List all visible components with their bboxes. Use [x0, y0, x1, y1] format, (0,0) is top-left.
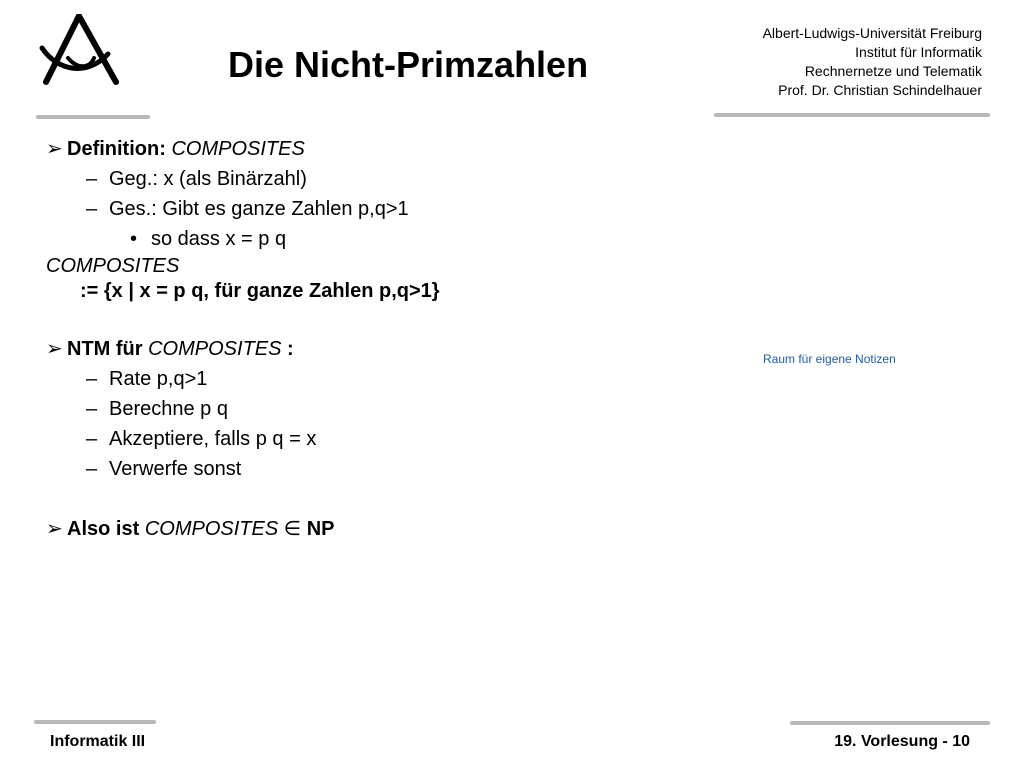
- institute-name: Institut für Informatik: [855, 44, 982, 60]
- arrowhead-bullet-icon: ➢: [46, 338, 63, 360]
- slide-title: Die Nicht-Primzahlen: [228, 44, 589, 85]
- dash-bullet-icon: –: [86, 198, 98, 220]
- given-item: [46, 164, 706, 194]
- conclusion-label: Also ist: [67, 518, 140, 540]
- footer-rule-left: [34, 720, 156, 724]
- ntm-step-text: Verwerfe sonst: [109, 458, 242, 480]
- arrowhead-bullet-icon: ➢: [46, 518, 63, 540]
- ntm-step: [46, 394, 706, 424]
- spacer: [46, 484, 706, 514]
- dash-bullet-icon: –: [86, 368, 98, 390]
- condition-text: so dass x = p q: [151, 228, 287, 250]
- ntm-step-text: Rate p,q>1: [109, 368, 208, 390]
- condition-item: [46, 224, 706, 254]
- element-of-symbol: ∈: [283, 518, 302, 540]
- ntm-step: [46, 364, 706, 394]
- formal-definition-set: := {x | x = p q, für ganze Zahlen p,q>1}: [80, 280, 440, 302]
- dot-bullet-icon: •: [130, 228, 138, 250]
- dash-bullet-icon: –: [86, 398, 98, 420]
- sought-text: Ges.: Gibt es ganze Zahlen p,q>1: [109, 198, 409, 220]
- dash-bullet-icon: –: [86, 168, 98, 190]
- footer-course: Informatik III: [50, 733, 146, 750]
- spacer: [46, 304, 706, 334]
- ntm-step: [46, 424, 706, 454]
- ntm-step-text: Berechne p q: [109, 398, 228, 420]
- university-logo: [36, 14, 124, 92]
- university-name: Albert-Ludwigs-Universität Freiburg: [762, 25, 982, 41]
- slide-content: [46, 134, 706, 544]
- ntm-label: NTM für: [67, 338, 143, 360]
- header-rule-right: [714, 113, 990, 117]
- footer-lecture-page: 19. Vorlesung - 10: [834, 733, 970, 750]
- ntm-step-text: Akzeptiere, falls p q = x: [109, 428, 317, 450]
- conclusion-name: COMPOSITES: [144, 518, 279, 540]
- given-text: Geg.: x (als Binärzahl): [109, 168, 307, 190]
- definition-name: COMPOSITES: [171, 138, 305, 160]
- department-name: Rechnernetze und Telematik: [804, 63, 982, 79]
- definition-item: [46, 134, 706, 164]
- header-rule-left: [36, 115, 150, 119]
- dash-bullet-icon: –: [86, 428, 98, 450]
- institution-block: [763, 24, 982, 100]
- notes-placeholder: Raum für eigene Notizen: [763, 352, 896, 366]
- definition-label: Definition:: [67, 138, 166, 160]
- formal-definition-name: [46, 254, 706, 278]
- sought-item: [46, 194, 706, 224]
- footer-rule-right: [790, 721, 990, 725]
- ntm-item: [46, 334, 706, 364]
- ntm-step: [46, 454, 706, 484]
- professor-name: Prof. Dr. Christian Schindelhauer: [778, 82, 982, 98]
- conclusion-item: [46, 514, 706, 544]
- formal-name: COMPOSITES: [46, 255, 180, 277]
- arrowhead-bullet-icon: ➢: [46, 138, 63, 160]
- complexity-class: NP: [306, 518, 335, 540]
- ntm-name: COMPOSITES: [148, 338, 282, 360]
- dash-bullet-icon: –: [86, 458, 98, 480]
- ntm-colon: :: [287, 338, 294, 360]
